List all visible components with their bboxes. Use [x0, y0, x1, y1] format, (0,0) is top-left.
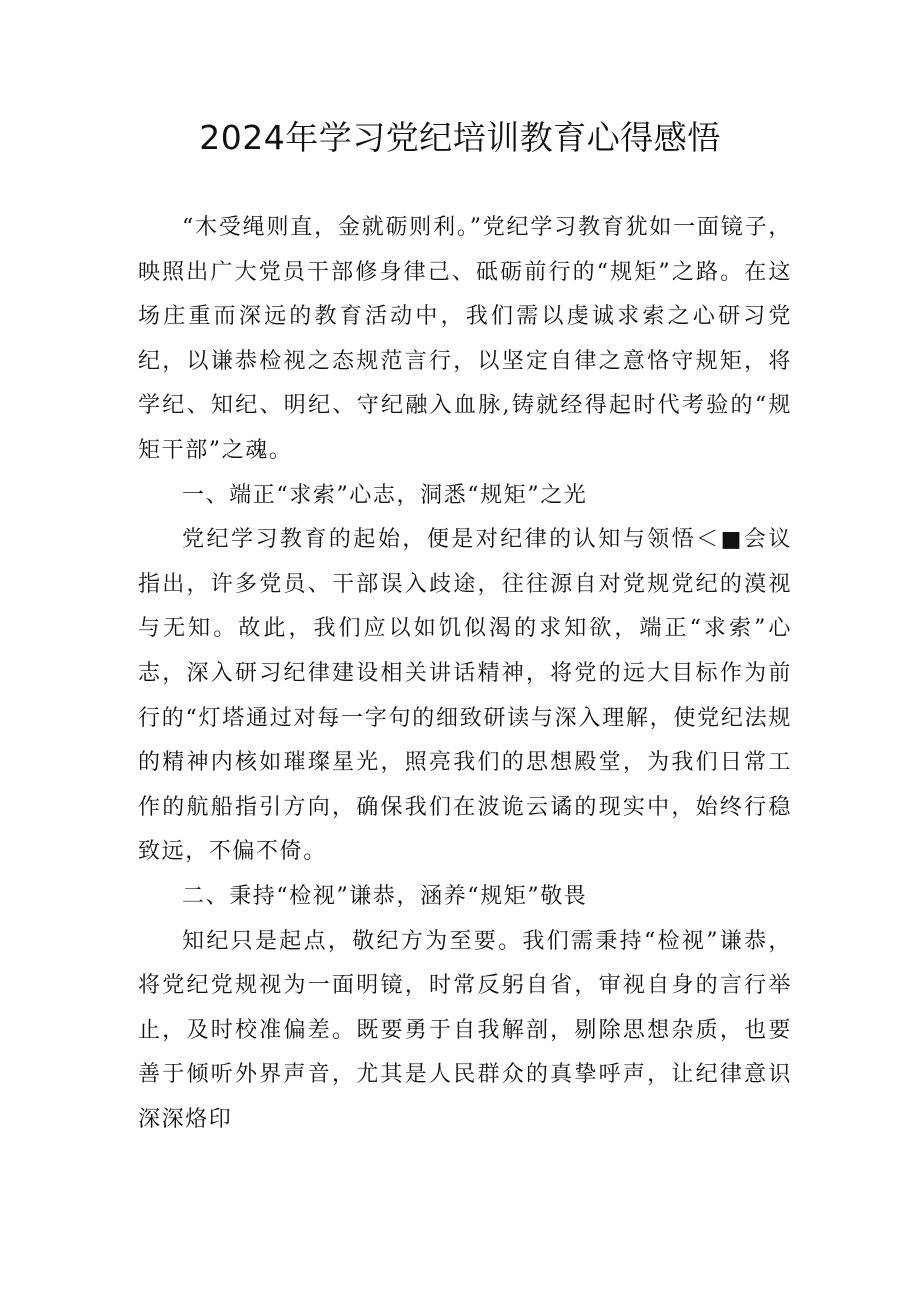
section-heading-1: 一、端正“求索”心志，洞悉“规矩”之光	[182, 482, 588, 508]
section-2-paragraph: 知纪只是起点，敬纪方为至要。我们需秉持“检视”谦恭，将党纪党规视为一面明镜，时常反躬自省，审视自身的言行举止，及时校准偏差。既要勇于自我解剖，剔除思想杂质，也要善于倾听外界声音，尤其是人民群众的真挚呼声，让纪律意识深深烙印	[138, 928, 792, 1132]
document-title: 2024年学习党纪培训教育心得感悟	[199, 118, 721, 157]
section-heading-2: 二、秉持“检视”谦恭，涵养“规矩”敬畏	[182, 883, 588, 909]
section-1-paragraph: 党纪学习教育的起始，便是对纪律的认知与领悟＜■会议指出，许多党员、干部误入歧途，往往源自对党规党纪的漠视与无知。故此，我们应以如饥似渴的求知欲，端正“求索”心志，深入研习纪律建设相关讲话精神，将党的远大目标作为前行的“灯塔通过对每一字句的细致研读与深入理解，使党纪法规的精神内核如璀璨星光，照亮我们的思想殿堂，为我们日常工作的航船指引方向，确保我们在波诡云谲的现实中，始终行稳致远，不偏不倚。	[138, 527, 792, 865]
document-body	[138, 206, 792, 1142]
intro-paragraph: “木受绳则直，金就砺则利。”党纪学习教育犹如一面镜子，映照出广大党员干部修身律己、砥砺前行的“规矩”之路。在这场庄重而深远的教育活动中，我们需以虔诚求索之心研习党纪，以谦恭检视之态规范言行，以坚定自律之意恪守规矩，将学纪、知纪、明纪、守纪融入血脉,铸就经得起时代考验的“规矩干部”之魂。	[138, 215, 792, 463]
